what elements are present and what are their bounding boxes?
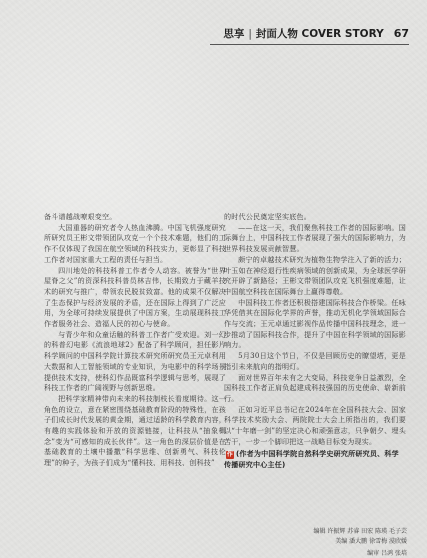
paragraph: 把科学家精神带向未来的科技制枝长看度期待。这一角色的设立，意在紧密围绕基础教育阶段的特殊性，在孩子们成长时代发展的黄金期，通过适龄的科学教育内容，有趣的实践体验和开放的资源链接，让科技从“抽象概念”变为“可感知的成长伙伴”。这一角色的深层价值是在基础教育的土壤中播撒“科学思维、创新勇气、科技伦理”的种子，为孩子们成为“懂科技、用科技、创科技” xyxy=(44,393,226,468)
paragraph: 大国重器的研究者令人热血沸腾。中国飞机强度研究所研究员王彬文带领团队攻克一个个技术难题，他们的工作不仅体现了我国在航空领域的科技实力，更彰显了科技工作者对国家重大工程的责任与担当。 xyxy=(44,222,226,264)
left-column xyxy=(44,212,226,469)
author-note-text: (作者为中国科学院自然科学史研究所研究员、科学传播研究中心主任) xyxy=(224,449,399,470)
page-header xyxy=(0,0,427,60)
column-title: 封面人物 COVER STORY xyxy=(255,28,384,40)
paragraph: ——在这一天，我们聚焦科技工作者的国际影响。国际舞台上，中国科技工作者展现了强大的国际影响力，为世界科技发展贡献智慧。 xyxy=(224,222,406,254)
paragraph: 5月30日这个节日，不仅是回顾历史的瞭望塔，更是指引未来航向的指明灯。 xyxy=(224,351,406,371)
paragraph: 备斗谱越战嘹艰变空。 xyxy=(44,212,117,221)
paragraph: 与青少年和众童话触的科普工作者广受欢迎。刘一幻的科普幻电影《流浪地球2》配备了科学顾问，担任影片科学顾问的中国科学院计算技术研究所研究员王元卓利用大数据和人工智能领域的专业知识，为电影中的科学场景提供技术支持，使科幻作品既富科学逻辑与思考，展现了科技工作者的广阔视野与创新思维。 xyxy=(44,329,226,393)
author-note-icon: 作 xyxy=(226,451,234,459)
paragraph: 正如习近平总书记在2024年在全国科技大会、国家科学技术奖励大会、两院院士大会上所指出的，我们要以“十年磨一剑”的坚定决心和顽强意志，只争朝夕、埋头苦干，一步一个脚印把这一战略目标变为现实。 xyxy=(224,404,406,446)
reviewer-credits: 编审 吕鸿 张培 xyxy=(367,550,407,557)
paragraph: 中国科技工作者还积极搭建国际科技合作桥梁。任咏华凭借其在国际化学界的声誉，推动无机化学领域国际合作与交流；王元卓通过影视作品传播中国科技理念，进一步推动了国际科技合作，提升了中国在科学领域的国际影响力。 xyxy=(224,297,406,350)
right-column xyxy=(224,212,406,471)
paragraph: 面对世界百年未有之大变局，科技竞争日益激烈，全国科技工作者正肩负起建成科技强国的历史使命、崭新前行。 xyxy=(224,372,406,403)
paragraph: 颇宁的卓越技术研究为植物生物学注入了新的活力；叶玉如在神经退行性疾病领域的创新成果，为全球医学研究开辟了新路径；王彬文带领团队攻克飞机强度难题，让中国航空科技在国际舞台上赢得尊敬。 xyxy=(224,254,406,296)
editor-credits: 编辑 许振辉 苏睿 田宏 陈瑛 毛子芸 xyxy=(313,528,407,535)
section-label: 思享 xyxy=(223,28,245,40)
page-number: 67 xyxy=(393,27,409,40)
running-header xyxy=(223,26,409,41)
header-separator: | xyxy=(248,27,252,40)
author-note xyxy=(224,449,406,470)
header-rule xyxy=(210,44,409,45)
designer-credits: 美编 潘大鹏 徐雪梅 漠欣媛 xyxy=(335,538,407,545)
paragraph: 四川地处的科技科普工作者令人动容。被誉为“世界屋脊之父”的资深科技科普员林吉伟，长期致力于藏羊技术的研究与推广，带领农民脱贫致富。他的成果不仅解决了生态保护与经济发展的矛盾，还在国际上得到了广泛应用，为全球可持续发展提供了中国方案，生动展现科技工作者服务社会、造福人民的初心与使命。 xyxy=(44,265,226,329)
paragraph: 的时代公民奠定坚实底色。 xyxy=(224,212,311,221)
